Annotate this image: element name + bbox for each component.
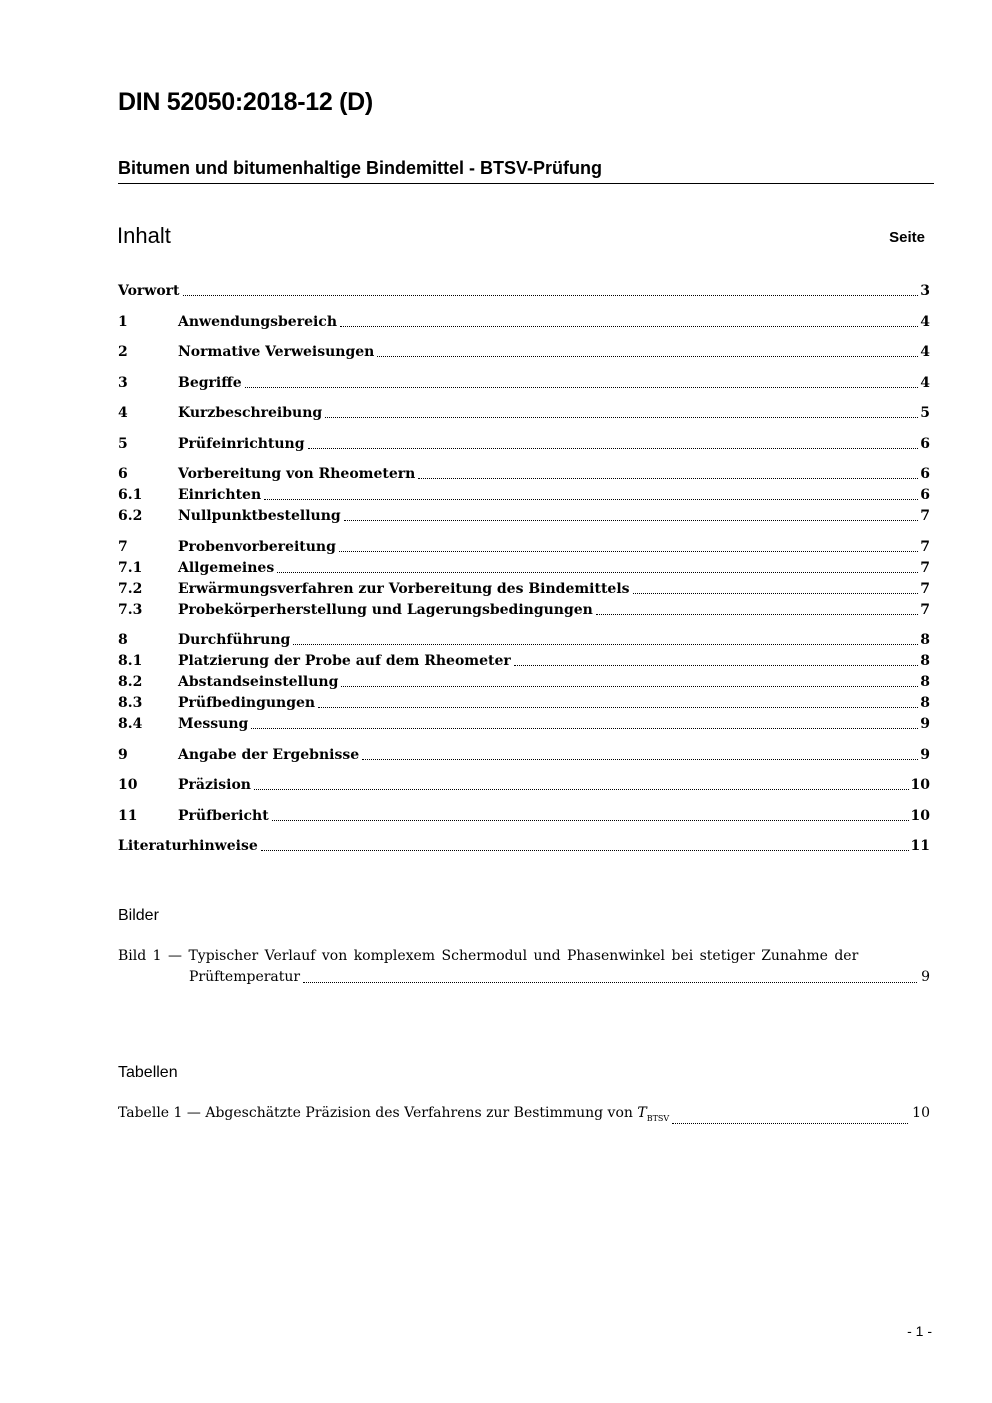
dot-leader [418, 478, 918, 479]
document-id: DIN 52050:2018-12 (D) [118, 88, 373, 116]
toc-entry-page: 10 [910, 777, 930, 793]
toc-entry-title: Prüfeinrichtung [178, 435, 305, 452]
table-caption-subscript: BTSV [646, 1113, 670, 1123]
figure-page: 9 [921, 969, 930, 985]
toc-entry[interactable] [118, 312, 930, 332]
toc-entry-page: 8 [920, 632, 930, 648]
toc-entry[interactable] [118, 693, 930, 713]
toc-entry[interactable] [118, 579, 930, 599]
toc-entry[interactable] [118, 672, 930, 692]
toc-entry-page: 10 [910, 807, 930, 824]
dot-leader [596, 614, 918, 615]
figure-caption-line2: Prüftemperatur [189, 969, 301, 985]
dot-leader [318, 707, 918, 708]
dot-leader [377, 356, 918, 357]
table-caption: Tabelle 1 — Abgeschätzte Präzision des Verfahrens zur Bestimmung von [118, 1105, 638, 1121]
dot-leader [303, 982, 917, 983]
toc-entry-page: 7 [920, 538, 930, 555]
table-caption-symbol: $T_{BTSV}$ [637, 1105, 670, 1123]
toc-entry[interactable] [118, 745, 930, 765]
dot-leader [293, 644, 918, 645]
toc-entry-number: 3 [118, 374, 128, 391]
dot-leader [514, 665, 918, 666]
toc-entry-page: 7 [920, 601, 930, 618]
figure-caption-line1: Bild 1 — Typischer Verlauf von komplexem Schermodul und Phasenwinkel bei stetiger Zunahme der [118, 948, 859, 964]
toc-entry-title: Angabe der Ergebnisse [178, 746, 360, 763]
toc-entry-title: Probenvorbereitung [178, 538, 336, 555]
toc-entry-page: 4 [920, 344, 930, 360]
toc-entry-number: 9 [118, 746, 128, 763]
toc-entry-title: Erwärmungsverfahren zur Vorbereitung des Bindemittels [178, 580, 630, 597]
toc-entry-number: 7 [118, 538, 128, 555]
dot-leader [254, 789, 909, 790]
toc-entry-number: 4 [118, 405, 128, 421]
dot-leader [339, 551, 918, 552]
toc-entry[interactable] [118, 537, 930, 557]
toc-entry-number: 5 [118, 435, 128, 452]
tables-heading: Tabellen [118, 1064, 178, 1081]
toc-entry-page: 9 [920, 716, 930, 732]
dot-leader [245, 387, 919, 388]
toc-entry[interactable] [118, 485, 930, 505]
toc-entry-title: Abstandseinstellung [178, 674, 339, 690]
page-column-label: Seite [889, 229, 925, 246]
toc-entry[interactable] [118, 434, 930, 454]
toc-entry-page: 6 [920, 435, 930, 452]
toc-entry-number: 8.3 [118, 695, 143, 711]
toc-entry-page: 7 [920, 559, 930, 576]
toc-entry-title: Prüfbericht [178, 807, 269, 824]
toc-entry-page: 3 [920, 283, 930, 299]
toc-entry-page: 4 [920, 313, 930, 330]
toc-entry-title: Präzision [178, 777, 251, 793]
toc-entry-number: 8.4 [118, 716, 143, 732]
table-list-item[interactable] [118, 1103, 930, 1129]
toc-entry-number: 6.1 [118, 487, 143, 503]
toc-entry[interactable] [118, 600, 930, 620]
toc-entry-page: 5 [920, 405, 930, 421]
toc-entry-page: 4 [920, 374, 930, 391]
toc-entry-title: Einrichten [178, 487, 262, 503]
toc-entry-number: 7.2 [118, 580, 143, 597]
toc-entry[interactable] [118, 403, 930, 423]
dot-leader [277, 572, 918, 573]
dot-leader [340, 326, 918, 327]
toc-entry-title: Begriffe [178, 374, 242, 391]
toc-entry[interactable] [118, 630, 930, 650]
dot-leader [251, 728, 918, 729]
dot-leader [264, 499, 918, 500]
toc-entry-title: Messung [178, 716, 249, 732]
toc-entry-title: Kurzbeschreibung [178, 405, 323, 421]
toc-entry-title: Durchführung [178, 632, 291, 648]
dot-leader [261, 850, 909, 851]
table-page: 10 [912, 1105, 930, 1121]
toc-entry-title: Normative Verweisungen [178, 344, 375, 360]
toc-entry[interactable] [118, 373, 930, 393]
toc-entry-page: 7 [920, 580, 930, 597]
toc-entry-number: 2 [118, 344, 128, 360]
toc-entry[interactable] [118, 506, 930, 526]
toc-entry-title: Platzierung der Probe auf dem Rheometer [178, 653, 511, 669]
toc-entry-title: Literaturhinweise [118, 838, 258, 854]
dot-leader [308, 448, 919, 449]
dot-leader [341, 686, 918, 687]
toc-entry-number: 11 [118, 807, 138, 824]
toc-entry-title: Nullpunktbestellung [178, 508, 341, 524]
dot-leader [633, 593, 919, 594]
toc-entry-title: Probekörperherstellung und Lagerungsbedingungen [178, 601, 593, 618]
toc-entry-page: 8 [920, 695, 930, 711]
toc-entry[interactable] [118, 836, 930, 856]
toc-entry-number: 7.1 [118, 559, 143, 576]
toc-entry-page: 8 [920, 653, 930, 669]
toc-entry-number: 1 [118, 313, 128, 330]
document-title: Bitumen und bitumenhaltige Bindemittel - BTSV-Prüfung [118, 158, 602, 178]
toc-entry-number: 8.2 [118, 674, 143, 690]
toc-entry-number: 10 [118, 777, 138, 793]
dot-leader [672, 1123, 908, 1124]
toc-entry[interactable] [118, 775, 930, 795]
toc-entry-title: Prüfbedingungen [178, 695, 316, 711]
toc-entry-number: 8 [118, 632, 128, 648]
toc-entry-page: 11 [910, 838, 930, 854]
toc-entry[interactable] [118, 714, 930, 734]
toc-entry-title: Vorbereitung von Rheometern [178, 466, 416, 482]
dot-leader [362, 759, 918, 760]
dot-leader [325, 417, 918, 418]
toc-entry[interactable] [118, 281, 930, 301]
dot-leader [344, 520, 919, 521]
page-number: - 1 - [907, 1323, 932, 1339]
toc-entry[interactable] [118, 651, 930, 671]
toc-entry-number: 6 [118, 466, 128, 482]
toc-entry-number: 6.2 [118, 508, 143, 524]
title-divider [118, 183, 934, 184]
toc-entry-number: 7.3 [118, 601, 143, 618]
dot-leader [272, 820, 909, 821]
toc-entry-title: Vorwort [118, 283, 180, 299]
figure-list-item[interactable] [118, 946, 930, 988]
toc-entry-number: 8.1 [118, 653, 143, 669]
dot-leader [183, 295, 919, 296]
toc-entry-page: 7 [920, 508, 930, 524]
toc-entry-page: 8 [920, 674, 930, 690]
toc-entry-title: Allgemeines [178, 559, 275, 576]
figures-heading: Bilder [118, 907, 159, 924]
toc-entry[interactable] [118, 464, 930, 484]
toc-entry[interactable] [118, 806, 930, 826]
toc-entry-title: Anwendungsbereich [178, 313, 337, 330]
toc-entry-page: 9 [920, 746, 930, 763]
toc-heading: Inhalt [117, 223, 171, 248]
toc-entry[interactable] [118, 342, 930, 362]
toc-entry[interactable] [118, 558, 930, 578]
toc-entry-page: 6 [920, 487, 930, 503]
toc-entry-page: 6 [920, 466, 930, 482]
